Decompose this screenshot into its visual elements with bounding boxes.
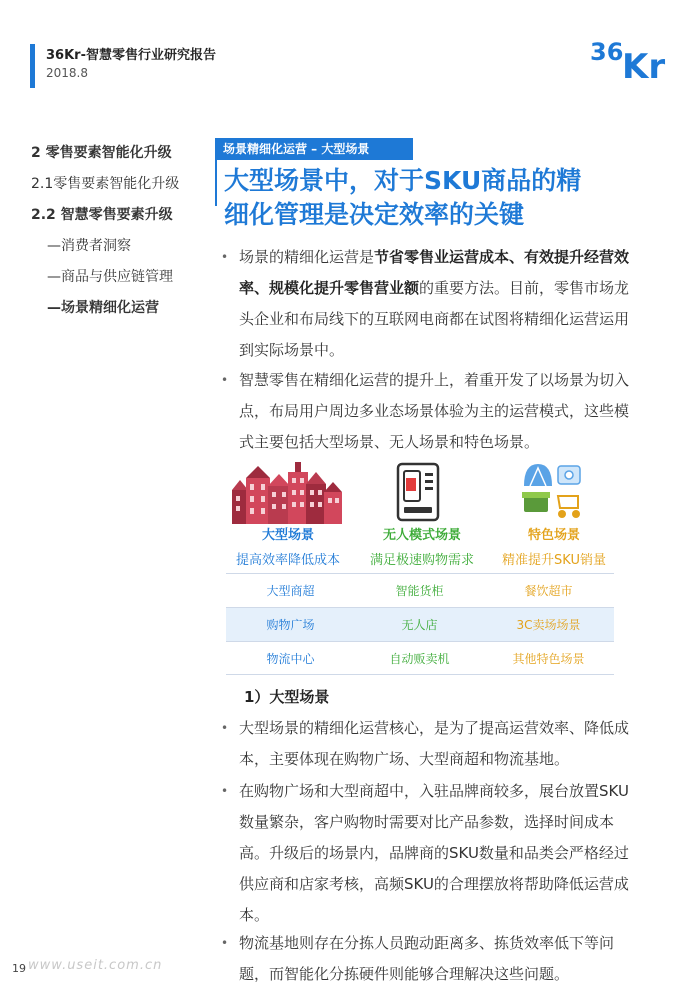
bullet-text: 智慧零售在精细化运营的提升上，着重开发了以场景为切入点，布局用户周边多业态场景体验为主的运营模式，这些模式主要包括大型场景、无人场景和特色场景。 [239,371,630,451]
bullet-dot-icon: • [221,936,229,950]
page-number: 19 [12,962,26,975]
36kr-logo [588,32,672,82]
category-title-large: 大型场景 [261,528,314,543]
bullet-item [221,928,639,982]
bullet-text: 物流基地则存在分拣人员跑动距离多、拣货效率低下等问题，而智能化分拣硬件则能够合理解决这些问题。 [239,934,615,982]
category-subtitle-unmanned: 满足极速购物需求 [369,553,474,568]
sidebar-item-scene-operation[interactable]: —场景精细化运营 [47,300,159,316]
sidebar-item-chapter-2[interactable]: 2 零售要素智能化升级 [31,145,172,161]
category-subtitle-large: 提高效率降低成本 [235,553,340,568]
bullet-item [221,713,639,775]
bullet-dot-icon: • [221,250,229,264]
section-heading: 1）大型场景 [244,688,330,706]
table-cell: 3C卖场场景 [516,618,581,632]
header-accent-bar [30,44,35,88]
sidebar-item-supply-chain[interactable]: —商品与供应链管理 [47,269,173,285]
specialty-goods-icon [520,460,584,522]
table-cell: 大型商超 [266,584,315,598]
bullet-item [221,242,639,366]
sidebar-nav [31,142,211,328]
buildings-icon [230,460,344,524]
report-title: 36Kr-智慧零售行业研究报告 [46,48,216,63]
sidebar-item-2-2[interactable]: 2.2 智慧零售要素升级 [31,207,173,223]
table-cell: 无人店 [401,618,438,632]
table-cell: 智能货柜 [395,584,444,598]
bullet-text: 场景的精细化运营是节省零售业运营成本、有效提升经营效率、规模化提升零售营业额的重要方法。目前，零售市场龙头企业和布局线下的互联网电商都在试图将精细化运营运用到实际场景中。 [239,248,630,359]
bullet-dot-icon: • [221,373,229,387]
headline-accent-line [215,160,217,206]
category-subtitle-special: 精准提升SKU销量 [502,553,606,568]
category-title-special: 特色场景 [527,528,580,543]
svg-text:36: 36 [590,38,624,66]
scene-table [226,573,614,675]
table-cell: 购物广场 [266,618,315,632]
page-headline [224,164,644,232]
watermark: www.useit.com.cn [28,958,163,973]
table-cell: 餐饮超市 [524,584,573,598]
table-row [226,573,614,607]
bullet-item [221,776,639,931]
bullet-text: 在购物广场和大型商超中，入驻品牌商较多，展台放置SKU数量繁杂，客户购物时需要对比产品参数，选择时间成本高。升级后的场景内，品牌商的SKU数量和品类会严格经过供应商和店家考核，高频SKU的合理摆放将帮助降低运营成本。 [239,782,629,924]
bullet-dot-icon: • [221,784,229,798]
bullet-dot-icon: • [221,721,229,735]
table-cell: 物流中心 [266,652,315,666]
report-date: 2018.8 [46,66,88,80]
svg-text:Kr: Kr [622,47,666,82]
table-row [226,641,614,675]
table-cell: 其他特色场景 [512,652,585,666]
table-row [226,607,614,641]
table-cell: 自动贩卖机 [389,652,450,666]
sidebar-item-2-1[interactable]: 2.1零售要素智能化升级 [31,176,180,192]
category-title-unmanned: 无人模式场景 [382,528,461,543]
headline-line-2: 细化管理是决定效率的关键 [224,200,525,229]
bullet-text: 大型场景的精细化运营核心，是为了提高运营效率、降低成本，主要体现在购物广场、大型商超和物流基地。 [239,719,630,768]
section-tag: 场景精细化运营 – 大型场景 [215,138,413,160]
vending-machine-icon [396,462,440,522]
bullet-item [221,365,639,458]
headline-line-1: 大型场景中，对于SKU商品的精 [224,166,582,195]
sidebar-item-consumer-insight[interactable]: —消费者洞察 [47,238,131,254]
